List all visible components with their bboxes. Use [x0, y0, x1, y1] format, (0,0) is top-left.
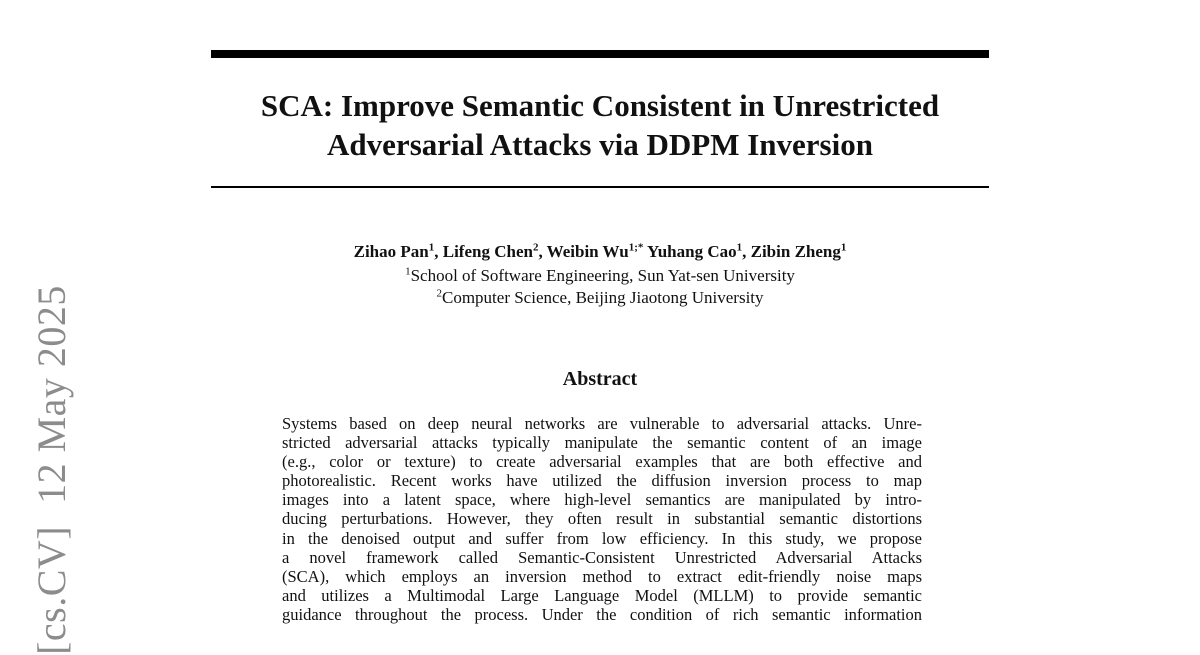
- arxiv-date: 12 May 2025: [29, 285, 74, 504]
- arxiv-category: [cs.CV]: [29, 525, 74, 655]
- author-separator: ,: [434, 242, 443, 261]
- author-affiliation-mark: 2: [532, 241, 539, 254]
- title-top-rule: [211, 50, 989, 58]
- abstract-line: stricted adversarial attacks typically manipulate the semantic content of an image: [282, 433, 922, 453]
- author-name: Yuhang Cao: [647, 242, 737, 261]
- affiliation-mark: 2: [436, 287, 442, 300]
- title-bottom-rule: [211, 186, 989, 188]
- abstract-line: and utilizes a Multimodal Large Language Model (MLLM) to provide semantic: [282, 585, 922, 605]
- author-name: Lifeng Chen: [442, 242, 533, 261]
- arxiv-margin-stamp: [29, 285, 74, 655]
- abstract-line: Systems based on deep neural networks are vulnerable to adversarial attacks. Unre-: [282, 414, 922, 433]
- abstract-line: a novel framework called Semantic-Consistent Unrestricted Adversarial Attacks: [282, 547, 922, 567]
- affiliation-text: Computer Science, Beijing Jiaotong University: [441, 288, 764, 307]
- author-affiliation-mark: 1: [736, 241, 743, 254]
- affiliation: [211, 287, 989, 309]
- author-list: [211, 241, 989, 263]
- abstract-heading: Abstract: [562, 368, 638, 390]
- abstract-line: photorealistic. Recent works have utilized the diffusion inversion process to map: [282, 471, 922, 491]
- abstract-line: (SCA), which employs an inversion method to extract edit-friendly noise maps: [282, 566, 922, 586]
- abstract-line: (e.g., color or texture) to create adversarial examples that are both effective and: [282, 452, 922, 472]
- abstract-line: images into a latent space, where high-level semantics are manipulated by intro-: [282, 490, 922, 510]
- paper-title: [211, 86, 989, 164]
- author-separator: ,: [538, 242, 547, 261]
- author-affiliation-mark: 1;*: [628, 241, 644, 254]
- author-name: Weibin Wu: [546, 242, 629, 261]
- author-name: Zihao Pan: [353, 242, 429, 261]
- title-line: Adversarial Attacks via DDPM Inversion: [327, 127, 873, 162]
- author-separator: ,: [742, 242, 751, 261]
- title-line: SCA: Improve Semantic Consistent in Unrestricted: [260, 88, 940, 123]
- abstract-line: in the denoised output and suffer from low efficiency. In this study, we propose: [282, 528, 922, 548]
- abstract-line: ducing perturbations. However, they often result in substantial semantic distortions: [282, 509, 922, 529]
- abstract-line: guidance throughout the process. Under the condition of rich semantic information: [282, 604, 922, 624]
- affiliation: [211, 265, 989, 287]
- author-affiliation-mark: 1: [840, 241, 847, 254]
- affiliation-mark: 1: [405, 265, 411, 278]
- author-name: Zibin Zheng: [750, 242, 841, 261]
- affiliation-text: School of Software Engineering, Sun Yat-sen University: [410, 266, 795, 285]
- author-affiliation-mark: 1: [428, 241, 435, 254]
- abstract-body: [282, 414, 922, 624]
